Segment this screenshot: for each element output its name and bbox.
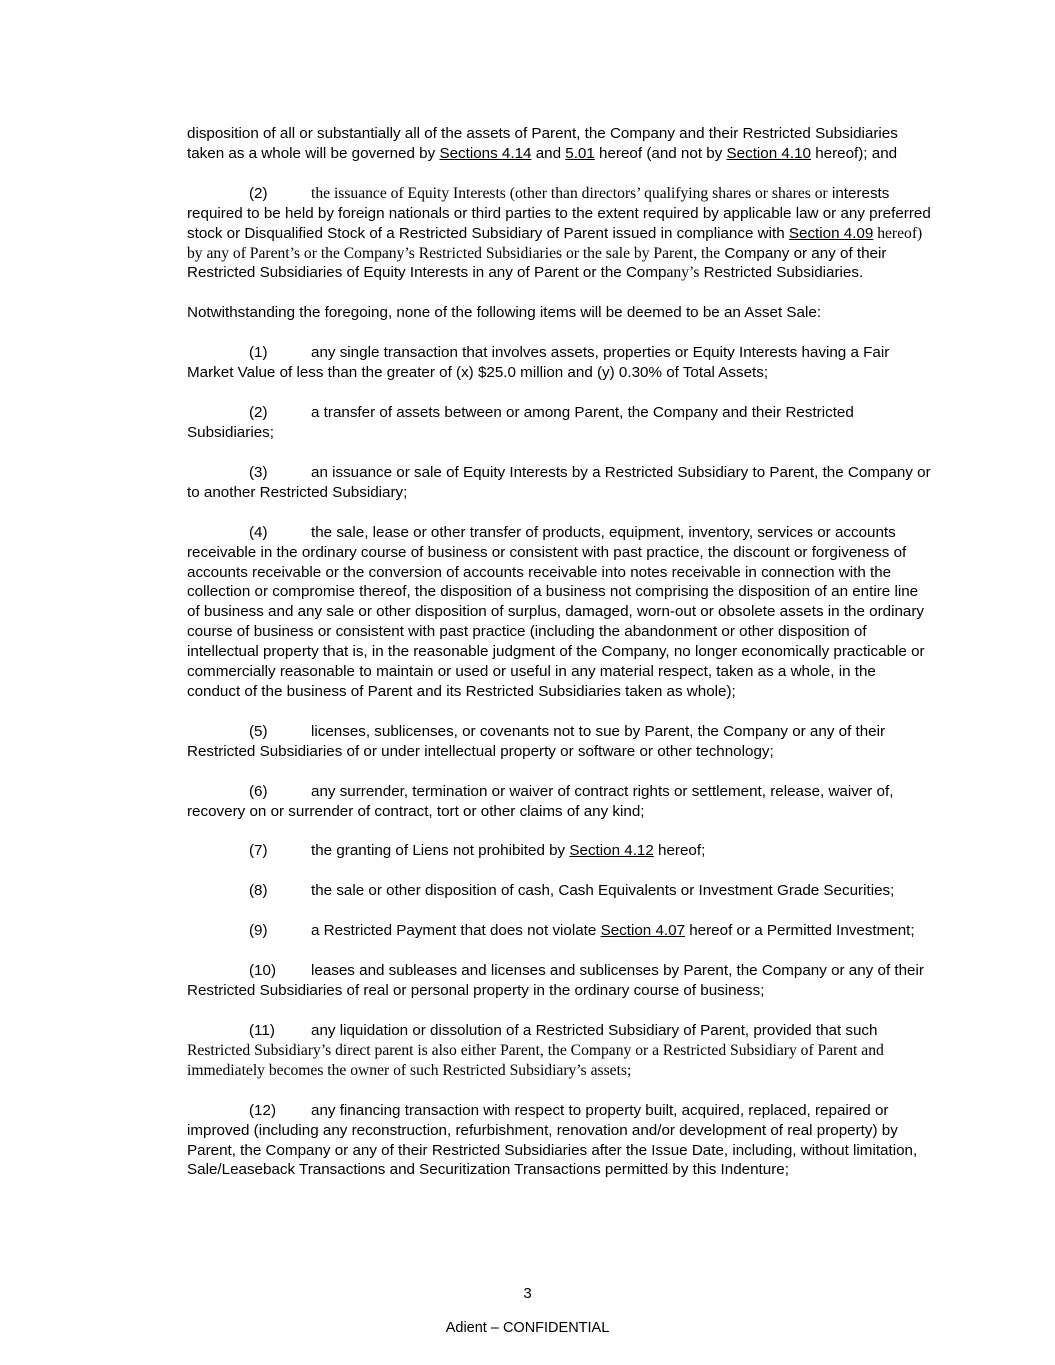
section-reference: Sections 4.14 [439,144,532,162]
text-run: and [531,144,566,162]
list-item [187,841,932,861]
clause-text: any surrender, termination or waiver of contract rights or settlement, release, waiver of, recovery on or surrender of contract, tort or other claims of any kind; [187,782,894,820]
clause-text: the sale, lease or other transfer of products, equipment, inventory, services or accounts receivable in the ordinary course of business or consistent with past practice, the discount or forgiveness of accounts receivable or the conversion of accounts receivable into notes receivable in connection with the collection or compromise thereof, the disposition of a business not comprising the disposition of an entire line of business and any sale or other disposition of surplus, damaged, worn-out or obsolete assets in the ordinary course of business or consistent with past practice (including the abandonment or other disposition of intellectual property that is, in the reasonable judgment of the Company, no longer economically practicable or commercially reasonable to maintain or used or useful in any material respect, taken as a whole, in the conduct of the business of Parent and its Restricted Subsidiaries taken as whole); [187,523,925,700]
clause-text: a transfer of assets between or among Parent, the Company and their Restricted Subsidiaries; [187,404,854,441]
list-item [187,1021,932,1081]
clause-number: (3) [249,463,268,481]
text-run: any’s [666,264,700,282]
clause-number: (4) [249,523,268,541]
section-reference: Section 4.12 [569,842,654,860]
clause-number: (7) [249,842,268,860]
list-item [187,523,932,702]
clause-text: hereof or a Permitted Investment; [685,922,915,940]
clause-text: any liquidation or dissolution of a Restricted Subsidiary of Parent, provided that such [311,1022,878,1039]
clause-number: (2) [249,404,268,422]
list-item [187,961,932,1001]
text-run: Company or any of their Restricted Subsidiaries of Equity Interests in any of Parent or the Comp [187,244,887,282]
clause-text: the sale or other disposition of cash, Cash Equivalents or Investment Grade Securities; [311,882,895,900]
clause-number: (11) [249,1022,275,1039]
clause-text: a Restricted Payment that does not violate [311,922,601,940]
clause-number: (10) [249,962,277,980]
clause-number: (1) [249,344,268,362]
list-item [187,782,932,822]
list-item [187,343,932,383]
text-run: hereof (and not by [594,144,727,162]
clause-text: hereof; [653,842,706,860]
text-run: the issuance of Equity Interests (other than directors’ qualifying shares or shares or [311,184,828,202]
text-run: disposition of all or substantially all of the assets of Parent, the Company and their Restricted Subsidiaries taken as a whole will be governed by [187,125,898,162]
confidential-footer: Adient – CONFIDENTIAL [445,1320,610,1336]
clause-number: (9) [249,922,268,940]
text-run: interests required to be held by foreign nationals or third parties to the extent required by applicable law or any preferred stock or Disqualified Stock of a Restricted Subsidiary of Parent issued in compliance with [187,184,931,242]
list-item [187,921,932,941]
clause-text: leases and subleases and licenses and sublicenses by Parent, the Company or any of their Restricted Subsidiaries of real or personal property in the ordinary course of business; [187,962,924,1000]
continuation-paragraph [187,124,932,164]
clause-text: an issuance or sale of Equity Interests by a Restricted Subsidiary to Parent, the Company or to another Restricted Subsidiary; [187,463,931,501]
text-run: hereof); and [810,144,898,162]
list-item [187,722,932,762]
clause-text: any single transaction that involves assets, properties or Equity Interests having a Fair Market Value of less than the greater of (x) $25.0 million and (y) 0.30% of Total Assets; [187,344,890,382]
clause-number: (2) [249,184,268,202]
document-body [187,124,932,1200]
text-run: Restricted Subsidiaries. [699,264,864,282]
list-item [187,1101,932,1181]
text-run: hereof) by any of Parent’s or the Company’s Restricted Subsidiaries or the sale by Parent, the [187,224,923,262]
clause-number: (5) [249,722,268,740]
clause-number: (12) [249,1101,277,1119]
page-number: 3 [523,1285,532,1302]
list-item [187,881,932,901]
list-item [187,463,932,503]
section-reference: Section 4.10 [726,144,811,162]
clause-text: any financing transaction with respect to property built, acquired, replaced, repaired or improved (including any reconstruction, refurbishment, renovation and/or development of real property) by Parent, the Company or any of their Restricted Subsidiaries after the Issue Date, including, without limitation, Sale/Leaseback Transactions and Securitization Transactions permitted by this Indenture; [187,1101,918,1179]
notwithstanding-paragraph: Notwithstanding the foregoing, none of the following items will be deemed to be an Asset Sale: [187,304,822,322]
clause-text: the granting of Liens not prohibited by [311,842,570,860]
section-reference: 5.01 [565,144,595,162]
clause-2-equity-issuance [187,184,932,284]
list-item [187,403,932,443]
clause-number: (6) [249,782,268,800]
clause-number: (8) [249,882,268,900]
section-reference: Section 4.09 [788,224,874,242]
section-reference: Section 4.07 [600,922,686,940]
clause-text: Restricted Subsidiary’s direct parent is also either Parent, the Company or a Restricted Subsidiary of Parent and immediately becomes the owner of such Restricted Subsidiary’s assets; [187,1041,884,1079]
clause-text: licenses, sublicenses, or covenants not to sue by Parent, the Company or any of their Restricted Subsidiaries of or under intellectual property or software or other technology; [187,722,886,760]
